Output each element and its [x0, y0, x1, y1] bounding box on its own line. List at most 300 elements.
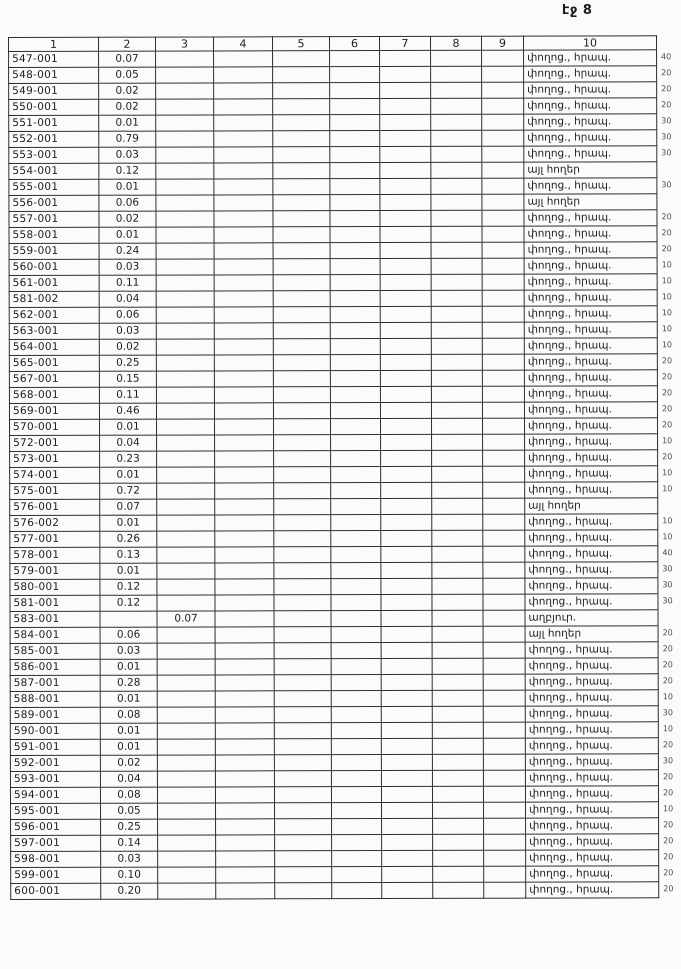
cell-value: [380, 306, 431, 322]
table-row: [10, 594, 658, 612]
table-row: [11, 850, 659, 868]
cell-value: [482, 178, 524, 194]
cell-value: [330, 355, 380, 371]
cell-value: [216, 835, 275, 851]
cell-value: [431, 354, 482, 370]
cell-value: [482, 274, 524, 290]
margin-annotation: 20: [663, 868, 674, 878]
cell-value: [156, 323, 214, 339]
cell-value: 0.11: [99, 275, 156, 291]
cell-value: [380, 66, 431, 82]
cell-value: [156, 147, 214, 163]
cell-value: [332, 835, 382, 851]
cell-value: [483, 658, 525, 674]
cell-value: 0.26: [100, 531, 157, 547]
cell-value: [483, 578, 525, 594]
cell-value: [156, 83, 214, 99]
cell-value: [214, 339, 273, 355]
cell-land-use: փողոց., հրապ. 10: [525, 530, 658, 546]
cell-value: 0.20: [101, 883, 158, 899]
cell-value: 0.01: [100, 563, 157, 579]
cell-value: [275, 851, 332, 867]
cell-value: [274, 611, 331, 627]
cell-value: [381, 722, 432, 738]
cell-value: [482, 322, 524, 338]
cell-value: [215, 739, 274, 755]
cell-value: [157, 435, 215, 451]
margin-annotation: 20: [662, 740, 674, 750]
table-row: [9, 290, 657, 308]
cell-value: [215, 419, 274, 435]
cell-value: [215, 755, 274, 771]
cell-land-use: փողոց., հրապ. 30: [525, 754, 658, 770]
cell-value: [274, 515, 331, 531]
cell-parcel-id: 594-001: [10, 787, 100, 803]
table-row: [10, 642, 658, 660]
cell-value: [432, 610, 483, 626]
table-row: [9, 370, 657, 388]
cell-parcel-id: 575-001: [10, 483, 100, 499]
cell-value: [156, 99, 214, 115]
cell-value: 0.01: [99, 179, 156, 195]
cell-parcel-id: 576-002: [10, 515, 100, 531]
cell-value: [484, 802, 526, 818]
cell-value: 0.03: [99, 147, 156, 163]
cell-value: [273, 179, 330, 195]
cell-value: [431, 338, 482, 354]
cell-parcel-id: 558-001: [9, 227, 99, 243]
table-row: [9, 274, 657, 292]
cell-value: [274, 643, 331, 659]
cell-value: [382, 818, 433, 834]
cell-parcel-id: 572-001: [10, 435, 100, 451]
cell-value: [157, 755, 215, 771]
cell-value: [330, 179, 380, 195]
cell-value: [482, 418, 524, 434]
cell-value: [157, 547, 215, 563]
cell-value: [380, 146, 431, 162]
cell-parcel-id: 568-001: [9, 387, 99, 403]
cell-land-use: փողոց., հրապ. 40: [525, 546, 658, 562]
column-header: 6: [330, 37, 380, 51]
cell-value: [214, 387, 273, 403]
cell-value: 0.01: [99, 115, 156, 131]
cell-value: [433, 866, 484, 882]
cell-value: [432, 466, 483, 482]
cell-value: [275, 867, 332, 883]
cell-value: [215, 611, 274, 627]
cell-value: [215, 563, 274, 579]
cell-value: [380, 50, 431, 66]
cell-value: [214, 259, 273, 275]
table-row: [9, 402, 657, 420]
cell-value: [273, 355, 330, 371]
cell-value: 0.06: [99, 307, 156, 323]
cell-value: [381, 482, 432, 498]
cell-value: [157, 451, 215, 467]
cell-land-use: փողոց., հրապ. 20: [524, 354, 657, 370]
cell-value: [214, 51, 273, 67]
cell-value: [381, 642, 432, 658]
cell-land-use: փողոց., հրապ. 10: [524, 274, 657, 290]
cell-value: 0.14: [101, 835, 158, 851]
cell-value: [484, 818, 526, 834]
cell-value: [380, 290, 431, 306]
cell-value: [380, 242, 431, 258]
column-header: 8: [430, 36, 481, 50]
cell-value: [274, 675, 331, 691]
cell-value: [157, 787, 215, 803]
cell-value: [214, 243, 273, 259]
table-row: [10, 434, 658, 452]
table-row: [9, 130, 657, 148]
margin-annotation: 20: [661, 244, 672, 254]
cell-value: [483, 706, 525, 722]
cell-value: [380, 162, 431, 178]
cell-land-use: փողոց., հրապ. 20: [524, 386, 657, 402]
cell-value: [156, 227, 214, 243]
cell-land-use: փողոց., հրապ. 10: [524, 322, 657, 338]
cell-land-use: փողոց., հրապ. 10: [525, 514, 658, 530]
cell-parcel-id: 567-001: [9, 371, 99, 387]
cell-parcel-id: 549-001: [9, 83, 99, 99]
cell-value: [273, 291, 330, 307]
cell-land-use: փողոց., հրապ. 10: [526, 802, 659, 818]
cell-value: [214, 163, 273, 179]
cell-value: [482, 130, 524, 146]
cell-value: [274, 467, 331, 483]
cell-value: [380, 226, 431, 242]
cell-value: [482, 210, 524, 226]
margin-annotation: 20: [662, 788, 674, 798]
cell-parcel-id: 559-001: [9, 243, 99, 259]
cell-parcel-id: 591-001: [10, 739, 100, 755]
cell-land-use: փողոց., հրապ. 30: [524, 178, 657, 194]
cell-land-use: փողոց., հրապ. 30: [525, 578, 658, 594]
cell-parcel-id: 595-001: [11, 803, 101, 819]
margin-annotation: 10: [662, 532, 673, 542]
cell-value: [431, 178, 482, 194]
cell-value: [382, 882, 433, 898]
cell-value: [433, 882, 484, 898]
cell-value: [156, 51, 214, 67]
cell-land-use: այլ հողեր: [524, 194, 657, 210]
cell-value: [482, 290, 524, 306]
cell-land-use: փողոց., հրապ. 20: [524, 66, 657, 82]
cell-parcel-id: 561-001: [9, 275, 99, 291]
column-header: 3: [156, 37, 214, 51]
cell-value: [331, 643, 381, 659]
cell-value: 0.12: [100, 595, 157, 611]
table-row: [11, 818, 659, 836]
cell-value: [331, 595, 381, 611]
cell-value: [431, 98, 482, 114]
cell-value: [431, 402, 482, 418]
margin-annotation: 10: [662, 724, 674, 734]
cell-value: [275, 835, 332, 851]
cell-value: [381, 514, 432, 530]
table-row: [10, 514, 658, 532]
cell-value: 0.03: [100, 643, 157, 659]
table-row: [9, 322, 657, 340]
cell-parcel-id: 593-001: [10, 771, 100, 787]
cell-value: [215, 483, 274, 499]
cell-value: [214, 83, 273, 99]
table-row: [10, 562, 658, 580]
cell-value: [483, 450, 525, 466]
cell-value: [157, 515, 215, 531]
cell-value: [330, 323, 380, 339]
table-row: [11, 834, 659, 852]
cell-value: [156, 339, 214, 355]
cell-value: [433, 802, 484, 818]
cell-value: [331, 451, 381, 467]
cell-value: [157, 691, 215, 707]
cell-value: 0.01: [100, 515, 157, 531]
cell-value: [330, 211, 380, 227]
cell-value: 0.02: [99, 339, 156, 355]
cell-value: [484, 850, 526, 866]
margin-annotation: 20: [662, 660, 673, 670]
cell-value: [432, 626, 483, 642]
cell-value: [484, 882, 526, 898]
cell-value: 0.06: [100, 627, 157, 643]
cell-value: [431, 386, 482, 402]
cell-land-use: փողոց., հրապ. 10: [524, 258, 657, 274]
cell-value: [214, 131, 273, 147]
cell-value: [273, 99, 330, 115]
margin-annotation: 30: [661, 180, 672, 190]
cell-value: 0.12: [99, 163, 156, 179]
cell-value: [157, 707, 215, 723]
cell-value: [330, 371, 380, 387]
cell-parcel-id: 573-001: [10, 451, 100, 467]
cell-value: [273, 211, 330, 227]
cell-value: [381, 754, 432, 770]
cell-land-use: փողոց., հրապ. 30: [525, 706, 658, 722]
cell-value: [215, 451, 274, 467]
cell-value: 0.25: [99, 355, 156, 371]
cell-value: 0.03: [99, 259, 156, 275]
cell-value: [274, 659, 331, 675]
cell-value: 0.02: [99, 83, 156, 99]
margin-annotation: 30: [661, 132, 672, 142]
table-row: [9, 82, 657, 100]
cell-value: [274, 419, 331, 435]
cell-land-use: փողոց., հրապ. 20: [526, 850, 659, 866]
cell-value: 0.07: [99, 51, 156, 67]
cell-value: [432, 594, 483, 610]
table-row: [10, 610, 658, 628]
column-header: 9: [481, 36, 523, 50]
margin-annotation: 30: [662, 708, 673, 718]
cell-parcel-id: 579-001: [10, 563, 100, 579]
cell-value: [431, 258, 482, 274]
cell-value: [274, 723, 331, 739]
cell-value: [156, 243, 214, 259]
cell-value: [330, 147, 380, 163]
cell-value: 0.01: [99, 227, 156, 243]
cell-parcel-id: 584-001: [10, 627, 100, 643]
table-row: [9, 338, 657, 356]
cell-value: [381, 706, 432, 722]
cell-value: [273, 307, 330, 323]
table-row: [10, 722, 658, 740]
cell-value: [431, 322, 482, 338]
cell-value: [156, 403, 214, 419]
cell-value: [482, 194, 524, 210]
cell-parcel-id: 569-001: [9, 403, 99, 419]
margin-annotation: 20: [663, 852, 674, 862]
column-header: 10: [523, 36, 656, 50]
cell-value: [432, 658, 483, 674]
cell-land-use: փողոց., հրապ. 20: [524, 242, 657, 258]
cell-value: [274, 595, 331, 611]
cell-value: [483, 626, 525, 642]
cell-value: [157, 659, 215, 675]
cell-value: [432, 690, 483, 706]
margin-annotation: 20: [663, 884, 674, 894]
cell-land-use: փողոց., հրապ. 20: [526, 818, 659, 834]
cell-value: [330, 259, 380, 275]
cell-land-use: փողոց., հրապ. 10: [524, 306, 657, 322]
cell-value: [432, 498, 483, 514]
cell-value: 0.08: [100, 787, 157, 803]
cell-value: [158, 819, 216, 835]
cell-value: [214, 227, 273, 243]
cell-value: [431, 226, 482, 242]
cell-land-use: փողոց., հրապ. 20: [526, 882, 659, 898]
cell-value: [432, 562, 483, 578]
cell-value: 0.24: [99, 243, 156, 259]
cell-parcel-id: 600-001: [11, 883, 101, 899]
cell-value: [274, 739, 331, 755]
margin-annotation: 10: [661, 260, 672, 270]
cell-value: [216, 867, 275, 883]
cell-land-use: փողոց., հրապ. 20: [525, 642, 658, 658]
cell-value: [157, 563, 215, 579]
cell-land-use: փողոց., հրապ. 20: [524, 402, 657, 418]
cell-value: [215, 691, 274, 707]
cell-land-use: փողոց., հրապ. 10: [525, 482, 658, 498]
margin-annotation: 20: [661, 372, 673, 382]
cell-parcel-id: 596-001: [11, 819, 101, 835]
cell-land-use: փողոց., հրապ. 20: [524, 226, 657, 242]
cell-value: [484, 834, 526, 850]
cell-value: [331, 579, 381, 595]
cell-value: [214, 115, 273, 131]
cell-value: [432, 514, 483, 530]
cell-value: [273, 163, 330, 179]
margin-annotation: 30: [662, 564, 673, 574]
cell-value: [380, 354, 431, 370]
table-row: [10, 786, 658, 804]
cell-value: [331, 627, 381, 643]
margin-annotation: 30: [662, 596, 673, 606]
cell-value: [275, 803, 332, 819]
cell-value: [381, 562, 432, 578]
cell-value: [483, 562, 525, 578]
cell-value: 0.10: [101, 867, 158, 883]
cell-value: [331, 723, 381, 739]
column-header: 2: [99, 37, 156, 51]
cell-value: [431, 418, 482, 434]
cell-value: [483, 514, 525, 530]
cell-value: [214, 291, 273, 307]
cell-parcel-id: 554-001: [9, 163, 99, 179]
column-header: 5: [273, 37, 330, 51]
table-row: [9, 146, 657, 164]
cell-value: [273, 371, 330, 387]
cell-value: [157, 643, 215, 659]
table-row: [9, 114, 657, 132]
cell-value: [330, 243, 380, 259]
cell-value: [483, 610, 525, 626]
cell-value: [482, 402, 524, 418]
cell-value: [382, 802, 433, 818]
cell-value: [215, 499, 274, 515]
cell-parcel-id: 581-002: [9, 291, 99, 307]
cell-value: [331, 435, 381, 451]
cell-value: [432, 722, 483, 738]
cell-value: [380, 274, 431, 290]
cell-value: [156, 259, 214, 275]
margin-annotation: 20: [661, 212, 672, 222]
cell-value: [431, 82, 482, 98]
cell-parcel-id: 586-001: [10, 659, 100, 675]
margin-annotation: 20: [662, 420, 673, 430]
margin-annotation: 10: [661, 292, 672, 302]
cell-value: 0.07: [157, 611, 215, 627]
cell-value: [484, 866, 526, 882]
cell-parcel-id: 570-001: [10, 419, 100, 435]
cell-land-use: փողոց., հրապ. 20: [525, 658, 658, 674]
cell-land-use: փողոց., հրապ. 10: [525, 434, 658, 450]
cell-value: [432, 770, 483, 786]
cell-land-use: այլ հողեր: [524, 162, 657, 178]
cell-value: [381, 450, 432, 466]
cell-land-use: փողոց., հրապ. 10: [525, 722, 658, 738]
cell-value: [215, 467, 274, 483]
table-body: [9, 50, 674, 900]
cell-land-use: փողոց., հրապ. 10: [525, 690, 658, 706]
cell-value: [215, 531, 274, 547]
cell-value: [215, 659, 274, 675]
cell-value: [274, 435, 331, 451]
cell-value: [431, 274, 482, 290]
cell-value: 0.02: [99, 99, 156, 115]
cell-value: [274, 483, 331, 499]
cell-value: 0.01: [100, 467, 157, 483]
cell-land-use: փողոց., հրապ. 20: [525, 770, 658, 786]
cell-parcel-id: 577-001: [10, 531, 100, 547]
table-row: [10, 530, 658, 548]
cell-value: [214, 323, 273, 339]
margin-annotation: 40: [661, 52, 672, 62]
cell-value: [156, 355, 214, 371]
cell-value: [432, 450, 483, 466]
margin-annotation: 10: [662, 484, 673, 494]
margin-annotation: 30: [661, 116, 672, 126]
cell-value: [381, 546, 432, 562]
cell-land-use: փողոց., հրապ. 30: [525, 594, 658, 610]
cell-value: [380, 338, 431, 354]
cell-value: [381, 498, 432, 514]
margin-annotation: 10: [661, 276, 672, 286]
cell-value: 0.06: [99, 195, 156, 211]
table-row: [10, 706, 658, 724]
cell-parcel-id: 581-001: [10, 595, 100, 611]
